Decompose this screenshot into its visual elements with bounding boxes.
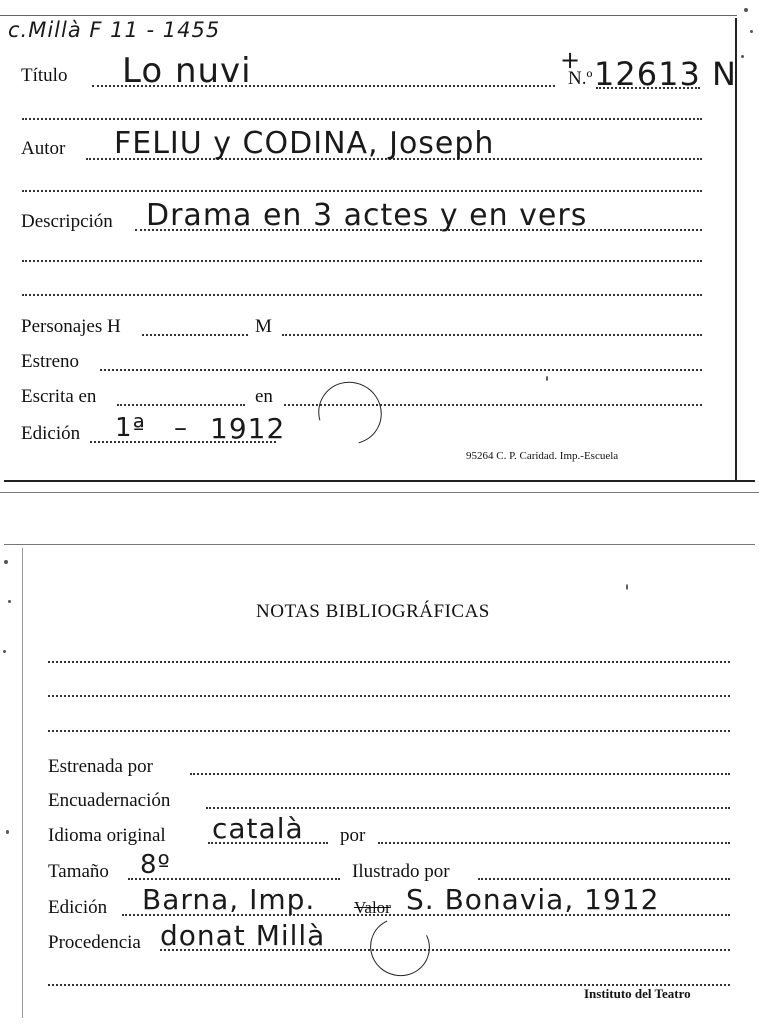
edicion-value-1: 1ª [115,413,146,443]
card-top-edge [0,15,737,16]
descripcion-label: Descripción [21,211,113,232]
speck [6,830,9,834]
personajes-m-label: M [255,316,272,337]
tamano-label: Tamaño [48,861,109,882]
descripcion-value: Drama en 3 actes y en vers [146,198,588,233]
card-top-edge [4,544,755,545]
stamp-circle [362,909,438,984]
ilustrado-label: Ilustrado por [352,861,450,882]
titulo-label: Título [21,65,68,86]
estrenada-label: Estrenada por [48,756,153,777]
stamp-circle [307,370,393,456]
estrenada-line [190,773,730,775]
procedencia-label: Procedencia [48,932,141,953]
titulo-value: Lo nuvi [122,51,252,91]
speck [744,8,748,12]
edicion-label: Edición [48,897,108,918]
footer-institution: Instituto del Teatro [584,986,691,1001]
ilustrado-line [478,878,730,880]
speck [546,376,548,381]
speck [626,584,628,590]
speck [8,600,11,603]
edicion-value-2: S. Bonavia, 1912 [406,883,660,916]
speck [3,650,6,653]
encuadernacion-label: Encuadernación [48,790,171,811]
blank-line-3 [48,730,730,732]
blank-line-1 [22,118,702,120]
encuadernacion-line [206,807,730,809]
edicion-value-2: 1912 [210,412,286,445]
printer-imprint: 95264 C. P. Caridad. Imp.-Escuela [466,450,619,462]
blank-line-2 [22,190,702,192]
estreno-label: Estreno [21,351,80,372]
speck [750,30,753,33]
edicion-value-1: Barna, Imp. [142,883,316,916]
catalog-card-back [0,540,759,1028]
idioma-label: Idioma original [48,825,166,846]
valor-label: Valor [354,898,391,917]
idioma-value: català [212,812,304,845]
idioma-por-line [378,842,730,844]
estreno-line [100,369,702,371]
catalog-card-front [0,0,759,495]
card-bottom-edge [4,480,755,482]
personajes-m-line [282,334,702,336]
escrita-en-label: en [255,386,273,407]
card-shadow-edge [0,492,759,493]
corner-note: c.Millà F 11 - 1455 [8,18,221,42]
personajes-label: Personajes H [21,316,121,337]
blank-line-2 [48,695,730,697]
numero-label: N.º [568,68,593,89]
speck [4,560,8,564]
escrita-line [117,404,245,406]
blank-line-3 [22,260,702,262]
numero-mark: + [560,46,582,74]
edicion-label: Edición [21,423,81,444]
procedencia-value: donat Millà [160,919,326,952]
blank-line-4 [22,294,702,296]
numero-value: 12613 N [594,55,737,93]
autor-value: FELIU y CODINA, Joseph [114,126,495,161]
escrita-label: Escrita en [21,386,97,407]
card-left-edge [22,548,23,1018]
edicion-dash: – [174,413,188,443]
notas-heading: NOTAS BIBLIOGRÁFICAS [256,601,490,622]
personajes-h-line [142,334,248,336]
autor-label: Autor [21,138,66,159]
idioma-por-label: por [340,825,366,846]
numero-line [596,87,700,89]
tamano-value: 8º [140,850,171,880]
blank-line-1 [48,661,730,663]
speck [741,55,744,58]
